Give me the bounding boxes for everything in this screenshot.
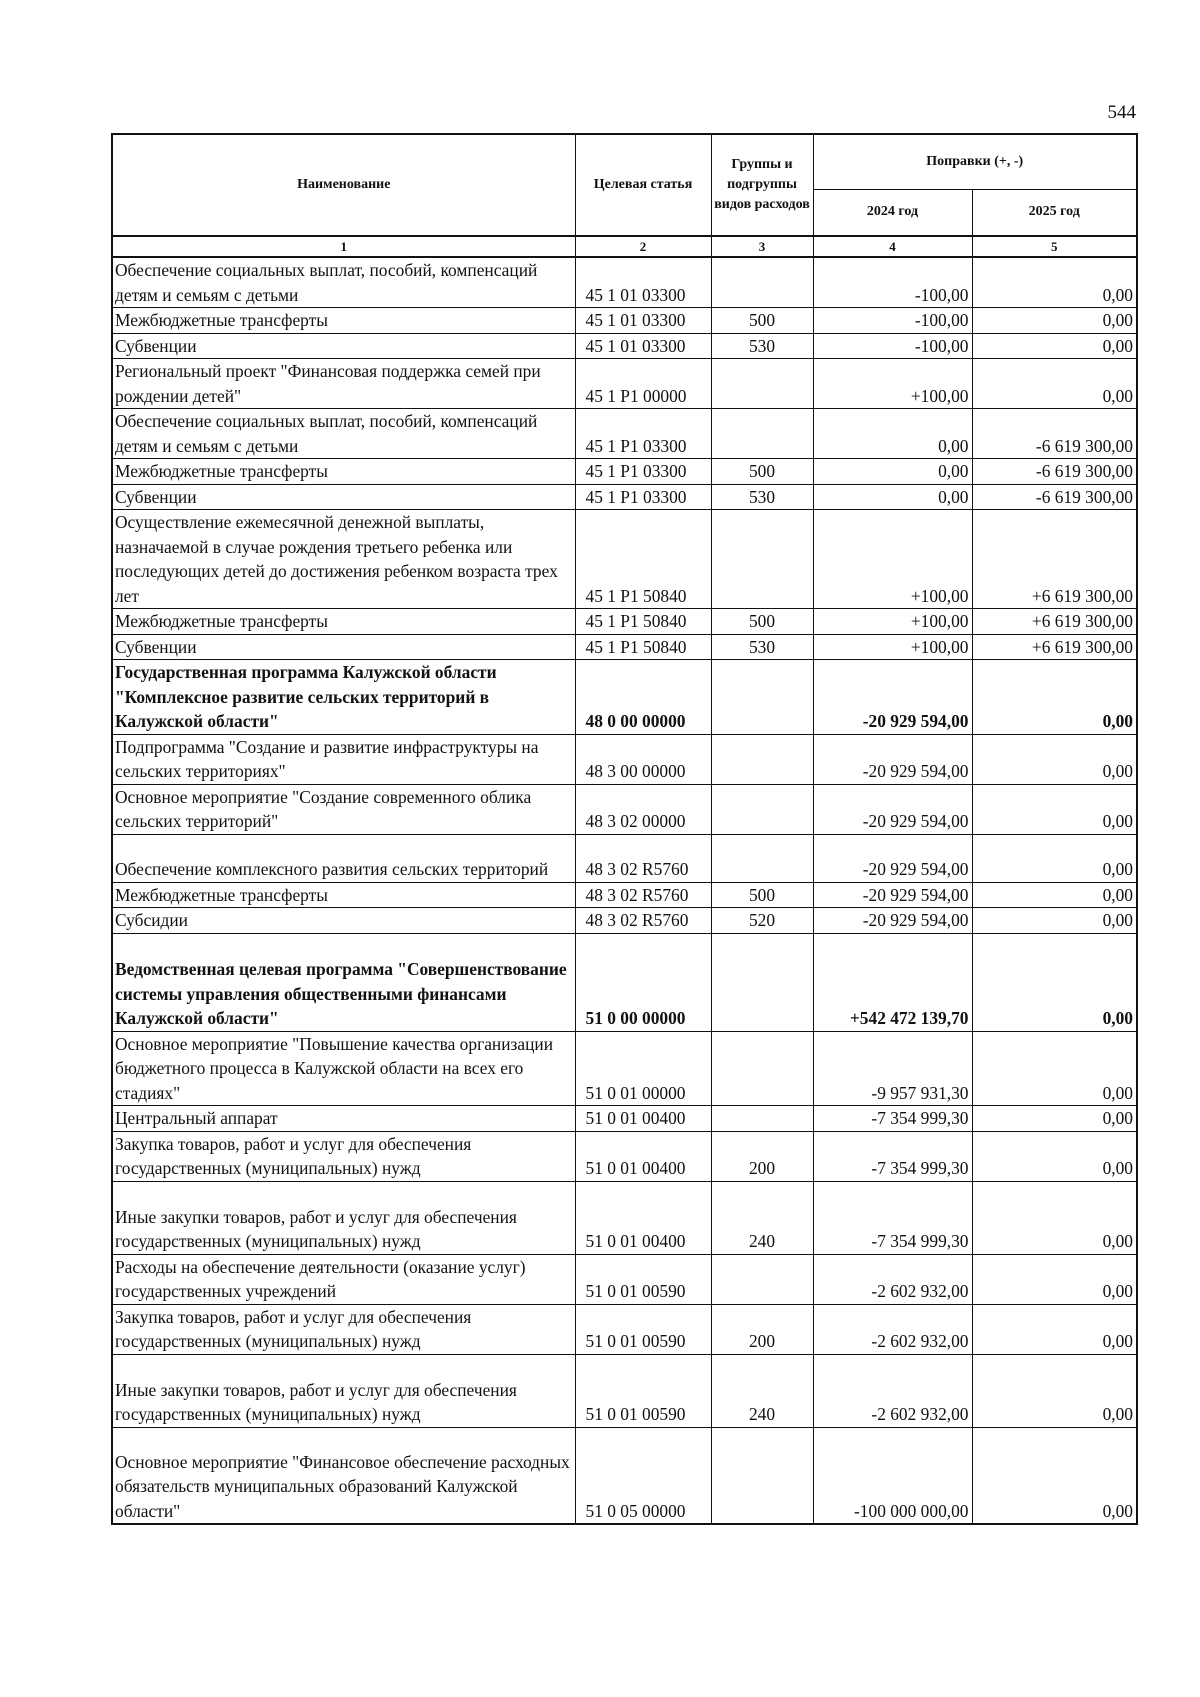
table-row — [112, 484, 1137, 510]
row-target-article: 51 0 05 00000 — [575, 1427, 711, 1524]
row-target-article: 51 0 01 00400 — [575, 1181, 711, 1254]
row-name: Основное мероприятие "Финансовое обеспечение расходных обязательств муниципальных образований Калужской области" — [112, 1427, 575, 1524]
row-target-article: 45 1 P1 03300 — [575, 409, 711, 459]
row-expense-group — [711, 1106, 813, 1132]
row-amendment-2025: -6 619 300,00 — [972, 409, 1137, 459]
row-amendment-2024: -2 602 932,00 — [813, 1354, 972, 1427]
row-amendment-2024: -9 957 931,30 — [813, 1031, 972, 1106]
header-year-2025: 2025 год — [972, 189, 1137, 236]
row-expense-group: 500 — [711, 459, 813, 485]
row-expense-group — [711, 359, 813, 409]
table-body — [112, 257, 1137, 1524]
row-amendment-2025: 0,00 — [972, 1427, 1137, 1524]
row-amendment-2025: 0,00 — [972, 1106, 1137, 1132]
row-target-article: 51 0 00 00000 — [575, 933, 711, 1031]
budget-table-container — [111, 133, 1138, 1525]
row-target-article: 51 0 01 00400 — [575, 1131, 711, 1181]
row-target-article: 45 1 01 03300 — [575, 257, 711, 308]
row-name: Иные закупки товаров, работ и услуг для обеспечения государственных (муниципальных) нужд — [112, 1181, 575, 1254]
row-expense-group: 240 — [711, 1181, 813, 1254]
table-row — [112, 1031, 1137, 1106]
row-target-article: 45 1 P1 00000 — [575, 359, 711, 409]
table-row — [112, 660, 1137, 735]
row-target-article: 51 0 01 00590 — [575, 1354, 711, 1427]
row-amendment-2024: -100 000 000,00 — [813, 1427, 972, 1524]
page-number: 544 — [1107, 102, 1136, 123]
table-row — [112, 834, 1137, 882]
row-amendment-2024: -20 929 594,00 — [813, 882, 972, 908]
row-target-article: 45 1 P1 03300 — [575, 459, 711, 485]
row-amendment-2024: +100,00 — [813, 359, 972, 409]
row-name: Обеспечение комплексного развития сельских территорий — [112, 834, 575, 882]
header-name: Наименование — [112, 134, 575, 236]
row-target-article: 48 3 02 R5760 — [575, 834, 711, 882]
row-name: Иные закупки товаров, работ и услуг для обеспечения государственных (муниципальных) нужд — [112, 1354, 575, 1427]
row-amendment-2024: -7 354 999,30 — [813, 1181, 972, 1254]
row-expense-group — [711, 409, 813, 459]
row-name: Обеспечение социальных выплат, пособий, компенсаций детям и семьям с детьми — [112, 409, 575, 459]
row-amendment-2025: 0,00 — [972, 784, 1137, 834]
header-amendments: Поправки (+, -) — [813, 134, 1137, 189]
row-target-article: 45 1 P1 50840 — [575, 634, 711, 660]
row-name: Региональный проект "Финансовая поддержка семей при рождении детей" — [112, 359, 575, 409]
column-number: 2 — [575, 236, 711, 257]
row-amendment-2025: 0,00 — [972, 1131, 1137, 1181]
row-amendment-2024: -20 929 594,00 — [813, 784, 972, 834]
row-target-article: 45 1 01 03300 — [575, 308, 711, 334]
row-amendment-2024: -100,00 — [813, 333, 972, 359]
row-target-article: 51 0 01 00590 — [575, 1254, 711, 1304]
row-expense-group — [711, 933, 813, 1031]
row-name: Субвенции — [112, 333, 575, 359]
row-amendment-2025: 0,00 — [972, 908, 1137, 934]
row-amendment-2025: 0,00 — [972, 1254, 1137, 1304]
table-row — [112, 634, 1137, 660]
row-amendment-2024: -20 929 594,00 — [813, 834, 972, 882]
row-expense-group: 500 — [711, 308, 813, 334]
row-expense-group — [711, 1427, 813, 1524]
row-expense-group — [711, 834, 813, 882]
row-name: Ведомственная целевая программа "Совершенствование системы управления общественными финансами Калужской области" — [112, 933, 575, 1031]
row-name: Осуществление ежемесячной денежной выплаты, назначаемой в случае рождения третьего ребенка или последующих детей до достижения ребенком возраста трех лет — [112, 510, 575, 609]
table-row — [112, 257, 1137, 308]
table-row — [112, 1106, 1137, 1132]
row-name: Основное мероприятие "Создание современного облика сельских территорий" — [112, 784, 575, 834]
row-expense-group — [711, 660, 813, 735]
row-name: Подпрограмма "Создание и развитие инфраструктуры на сельских территориях" — [112, 734, 575, 784]
row-target-article: 48 3 02 R5760 — [575, 908, 711, 934]
row-amendment-2024: 0,00 — [813, 409, 972, 459]
row-amendment-2025: +6 619 300,00 — [972, 634, 1137, 660]
row-amendment-2025: 0,00 — [972, 257, 1137, 308]
row-amendment-2025: 0,00 — [972, 1181, 1137, 1254]
table-row — [112, 1131, 1137, 1181]
row-amendment-2025: 0,00 — [972, 882, 1137, 908]
row-amendment-2025: 0,00 — [972, 333, 1137, 359]
row-name: Расходы на обеспечение деятельности (оказание услуг) государственных учреждений — [112, 1254, 575, 1304]
table-row — [112, 784, 1137, 834]
row-amendment-2024: -100,00 — [813, 308, 972, 334]
table-row — [112, 908, 1137, 934]
row-amendment-2025: +6 619 300,00 — [972, 609, 1137, 635]
row-amendment-2024: +542 472 139,70 — [813, 933, 972, 1031]
row-target-article: 51 0 01 00000 — [575, 1031, 711, 1106]
table-row — [112, 1181, 1137, 1254]
row-amendment-2025: 0,00 — [972, 1354, 1137, 1427]
row-name: Межбюджетные трансферты — [112, 609, 575, 635]
table-row — [112, 308, 1137, 334]
budget-amendments-table — [111, 133, 1138, 1525]
row-target-article: 48 3 02 00000 — [575, 784, 711, 834]
column-number: 3 — [711, 236, 813, 257]
row-amendment-2024: -7 354 999,30 — [813, 1106, 972, 1132]
row-name: Обеспечение социальных выплат, пособий, компенсаций детям и семьям с детьми — [112, 257, 575, 308]
row-amendment-2024: -100,00 — [813, 257, 972, 308]
row-target-article: 51 0 01 00590 — [575, 1304, 711, 1354]
row-expense-group — [711, 510, 813, 609]
row-target-article: 51 0 01 00400 — [575, 1106, 711, 1132]
row-expense-group: 500 — [711, 882, 813, 908]
row-name: Центральный аппарат — [112, 1106, 575, 1132]
row-expense-group — [711, 257, 813, 308]
header-year-2024: 2024 год — [813, 189, 972, 236]
table-row — [112, 459, 1137, 485]
row-target-article: 45 1 P1 50840 — [575, 609, 711, 635]
table-row — [112, 510, 1137, 609]
row-target-article: 45 1 P1 50840 — [575, 510, 711, 609]
row-amendment-2025: 0,00 — [972, 933, 1137, 1031]
header-groups: Группы и подгруппы видов расходов — [711, 134, 813, 236]
row-expense-group — [711, 734, 813, 784]
row-amendment-2024: -2 602 932,00 — [813, 1304, 972, 1354]
table-row — [112, 1304, 1137, 1354]
column-number: 4 — [813, 236, 972, 257]
row-target-article: 48 3 02 R5760 — [575, 882, 711, 908]
header-article: Целевая статья — [575, 134, 711, 236]
row-amendment-2025: +6 619 300,00 — [972, 510, 1137, 609]
row-amendment-2025: 0,00 — [972, 308, 1137, 334]
row-name: Субвенции — [112, 484, 575, 510]
row-name: Субвенции — [112, 634, 575, 660]
row-amendment-2025: 0,00 — [972, 734, 1137, 784]
row-expense-group: 240 — [711, 1354, 813, 1427]
row-name: Закупка товаров, работ и услуг для обеспечения государственных (муниципальных) нужд — [112, 1304, 575, 1354]
row-amendment-2025: -6 619 300,00 — [972, 459, 1137, 485]
table-row — [112, 409, 1137, 459]
row-expense-group — [711, 1254, 813, 1304]
row-expense-group: 500 — [711, 609, 813, 635]
column-number: 1 — [112, 236, 575, 257]
row-amendment-2025: 0,00 — [972, 359, 1137, 409]
row-amendment-2024: 0,00 — [813, 484, 972, 510]
row-expense-group: 530 — [711, 484, 813, 510]
row-amendment-2024: +100,00 — [813, 609, 972, 635]
row-name: Закупка товаров, работ и услуг для обеспечения государственных (муниципальных) нужд — [112, 1131, 575, 1181]
table-row — [112, 1254, 1137, 1304]
row-amendment-2024: -2 602 932,00 — [813, 1254, 972, 1304]
row-amendment-2024: -20 929 594,00 — [813, 908, 972, 934]
row-amendment-2024: -7 354 999,30 — [813, 1131, 972, 1181]
row-target-article: 45 1 P1 03300 — [575, 484, 711, 510]
row-expense-group — [711, 1031, 813, 1106]
row-amendment-2024: +100,00 — [813, 510, 972, 609]
table-row — [112, 882, 1137, 908]
row-expense-group: 200 — [711, 1131, 813, 1181]
row-name: Государственная программа Калужской области "Комплексное развитие сельских территорий в Калужской области" — [112, 660, 575, 735]
table-row — [112, 1427, 1137, 1524]
row-amendment-2025: 0,00 — [972, 660, 1137, 735]
row-expense-group: 530 — [711, 634, 813, 660]
table-row — [112, 333, 1137, 359]
table-row — [112, 734, 1137, 784]
row-amendment-2025: 0,00 — [972, 1031, 1137, 1106]
row-name: Межбюджетные трансферты — [112, 459, 575, 485]
row-amendment-2024: 0,00 — [813, 459, 972, 485]
row-target-article: 48 3 00 00000 — [575, 734, 711, 784]
table-row — [112, 933, 1137, 1031]
row-expense-group — [711, 784, 813, 834]
table-row — [112, 609, 1137, 635]
row-amendment-2025: -6 619 300,00 — [972, 484, 1137, 510]
row-amendment-2024: -20 929 594,00 — [813, 734, 972, 784]
row-amendment-2024: -20 929 594,00 — [813, 660, 972, 735]
table-row — [112, 1354, 1137, 1427]
row-target-article: 48 0 00 00000 — [575, 660, 711, 735]
row-name: Основное мероприятие "Повышение качества организации бюджетного процесса в Калужской области на всех его стадиях" — [112, 1031, 575, 1106]
row-expense-group: 530 — [711, 333, 813, 359]
row-name: Субсидии — [112, 908, 575, 934]
row-amendment-2025: 0,00 — [972, 834, 1137, 882]
row-amendment-2024: +100,00 — [813, 634, 972, 660]
row-name: Межбюджетные трансферты — [112, 308, 575, 334]
row-amendment-2025: 0,00 — [972, 1304, 1137, 1354]
table-row — [112, 359, 1137, 409]
row-name: Межбюджетные трансферты — [112, 882, 575, 908]
row-expense-group: 200 — [711, 1304, 813, 1354]
row-target-article: 45 1 01 03300 — [575, 333, 711, 359]
row-expense-group: 520 — [711, 908, 813, 934]
column-number: 5 — [972, 236, 1137, 257]
